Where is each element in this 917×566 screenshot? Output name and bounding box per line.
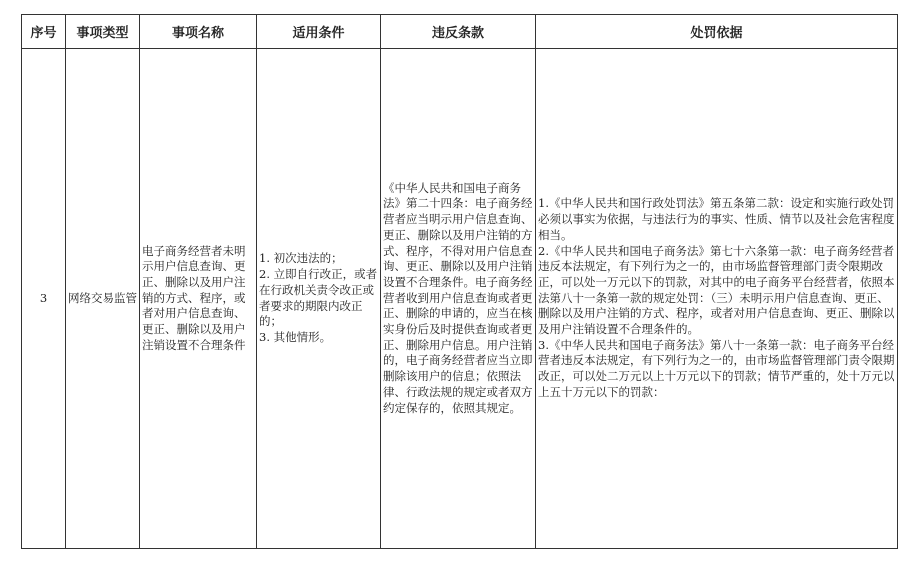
penalty-table bbox=[21, 14, 898, 549]
cell-violation: 《中华人民共和国电子商务法》第二十四条：电子商务经营者应当明示用户信息查询、更正、删除以及用户注销的方式、程序，不得对用户信息查询、更正、删除以及用户注销设置不合理条件。电子商务经营者收到用户信息查询或者更正、删除的申请的，应当在核实身份后及时提供查询或者更正、删除用户信息。用户注销的，电子商务经营者应当立即删除该用户的信息；依照法律、行政法规的规定或者双方约定保存的，依照其规定。 bbox=[381, 49, 536, 549]
cell-item-name: 电子商务经营者未明示用户信息查询、更正、删除以及用户注销的方式、程序，或者对用户信息查询、更正、删除以及用户注销设置不合理条件 bbox=[140, 49, 257, 549]
table-header-row bbox=[22, 15, 898, 49]
header-item-type: 事项类型 bbox=[66, 15, 140, 49]
cell-item-type: 网络交易监管 bbox=[66, 49, 140, 549]
header-basis: 处罚依据 bbox=[536, 15, 898, 49]
cell-seq: 3 bbox=[22, 49, 66, 549]
condition-item: 1. 初次违法的； bbox=[259, 251, 343, 266]
cell-conditions bbox=[257, 49, 381, 549]
header-item-name: 事项名称 bbox=[140, 15, 257, 49]
header-seq: 序号 bbox=[22, 15, 66, 49]
condition-item: 3. 其他情形。 bbox=[259, 329, 332, 344]
cell-basis bbox=[536, 49, 898, 549]
header-violation: 违反条款 bbox=[381, 15, 536, 49]
header-conditions: 适用条件 bbox=[257, 15, 381, 49]
basis-item: 2.《中华人民共和国电子商务法》第七十六条第一款：电子商务经营者违反本法规定，有下列行为之一的，由市场监督管理部门责令限期改正，可以处一万元以下的罚款，对其中的电子商务平台经营者，依照本法第八十一条第一款的规定处罚：（三）未明示用户信息查询、更正、删除以及用户注销的方式、程序，或者对用户信息查询、更正、删除以及用户注销设置不合理条件的。 bbox=[538, 243, 895, 337]
condition-item: 2. 立即自行改正，或者在行政机关责令改正或者要求的期限内改正的； bbox=[259, 267, 378, 329]
table-row bbox=[22, 49, 898, 549]
basis-item: 3.《中华人民共和国电子商务法》第八十一条第一款：电子商务平台经营者违反本法规定，有下列行为之一的，由市场监督管理部门责令限期改正，可以处二万元以上十万元以下的罚款；情节严重的，处十万元以上五十万元以下的罚款： bbox=[538, 337, 895, 399]
basis-item: 1.《中华人民共和国行政处罚法》第五条第二款：设定和实施行政处罚必须以事实为依据，与违法行为的事实、性质、情节以及社会危害程度相当。 bbox=[538, 196, 895, 242]
